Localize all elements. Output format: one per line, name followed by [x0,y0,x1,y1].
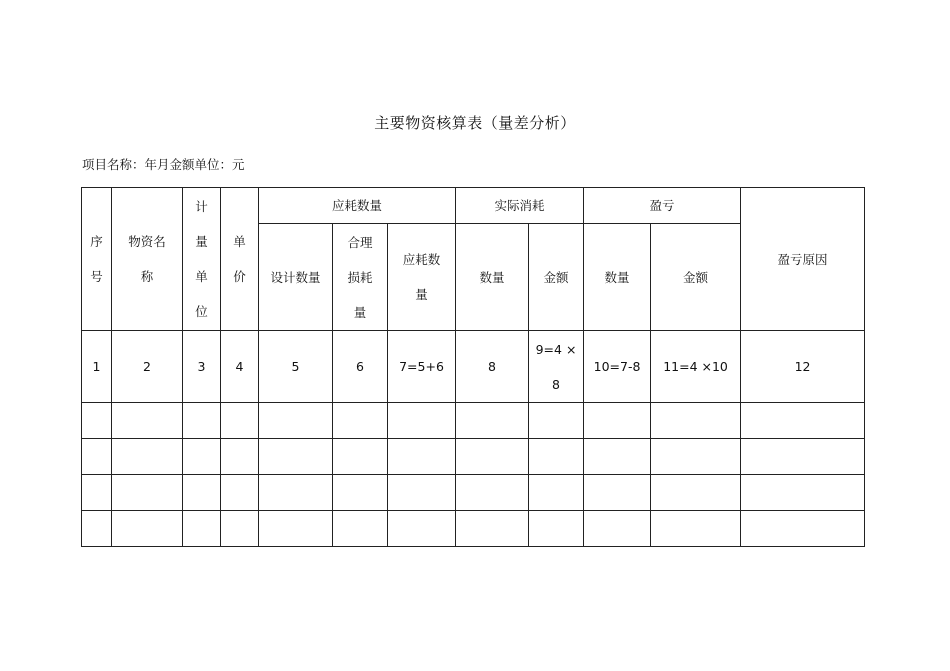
empty-cell[interactable] [741,511,865,547]
empty-cell[interactable] [259,475,333,511]
column-number-cell: 10=7-8 [584,331,651,403]
empty-cell[interactable] [584,403,651,439]
header-group-profit: 盈亏 [584,188,741,224]
column-number-cell: 8 [456,331,529,403]
column-number-cell [529,331,584,403]
empty-cell[interactable] [651,439,741,475]
empty-cell[interactable] [388,403,456,439]
table-row [82,511,865,547]
table-row [82,439,865,475]
empty-cell[interactable] [259,439,333,475]
column-number-cell: 11=4 ×10 [651,331,741,403]
empty-cell[interactable] [112,403,183,439]
column-number-cell: 1 [82,331,112,403]
header-loss-line: 损耗 [347,269,373,285]
header-unit-line: 计 [195,199,208,214]
header-group-actual: 实际消耗 [456,188,584,224]
empty-cell[interactable] [388,511,456,547]
header-seq-line: 序 [90,234,103,249]
header-material-line: 称 [140,269,154,284]
empty-cell[interactable] [529,403,584,439]
formula-line: 8 [552,376,560,392]
empty-cell[interactable] [529,439,584,475]
header-material-name [112,188,183,331]
empty-cell[interactable] [82,511,112,547]
empty-cell[interactable] [259,511,333,547]
empty-cell[interactable] [388,475,456,511]
empty-cell[interactable] [82,475,112,511]
header-group-required: 应耗数量 [259,188,456,224]
header-unit-line: 量 [195,234,208,249]
empty-cell[interactable] [456,511,529,547]
empty-cell[interactable] [529,475,584,511]
empty-cell[interactable] [584,475,651,511]
header-profit-reason: 盈亏原因 [741,188,865,331]
header-unit-line: 单 [195,269,208,284]
page-title: 主要物资核算表（量差分析） [374,114,576,132]
column-number-cell: 2 [112,331,183,403]
empty-cell[interactable] [529,511,584,547]
header-reasonable-loss [333,224,388,331]
header-price-line: 单 [233,234,246,249]
empty-cell[interactable] [221,403,259,439]
empty-cell[interactable] [333,439,388,475]
header-seq-line: 号 [90,269,103,284]
empty-cell[interactable] [651,403,741,439]
empty-cell[interactable] [112,475,183,511]
header-price-line: 价 [233,269,246,284]
header-actual-qty: 数量 [456,224,529,331]
header-material-line: 物资名 [128,234,166,249]
empty-cell[interactable] [183,439,221,475]
header-loss-line: 合理 [347,234,373,250]
empty-cell[interactable] [82,439,112,475]
empty-cell[interactable] [183,475,221,511]
empty-cell[interactable] [333,511,388,547]
header-required-qty [388,224,456,331]
empty-cell[interactable] [333,475,388,511]
column-number-cell: 5 [259,331,333,403]
column-number-cell: 4 [221,331,259,403]
header-unit [183,188,221,331]
column-number-cell: 12 [741,331,865,403]
project-meta-line: 项目名称：年月金额单位：元 [82,157,245,172]
header-required-line: 量 [415,287,428,302]
header-unit-line: 位 [195,304,208,319]
empty-cell[interactable] [221,475,259,511]
empty-cell[interactable] [651,511,741,547]
header-profit-amount: 金额 [651,224,741,331]
formula-line: 9=4 × [535,341,577,357]
header-row-top [82,188,865,224]
empty-cell[interactable] [456,403,529,439]
empty-cell[interactable] [584,511,651,547]
empty-cell[interactable] [112,511,183,547]
column-number-cell: 7=5+6 [388,331,456,403]
empty-cell[interactable] [112,439,183,475]
header-profit-qty: 数量 [584,224,651,331]
column-number-cell: 3 [183,331,221,403]
empty-cell[interactable] [584,439,651,475]
empty-cell[interactable] [82,403,112,439]
empty-cell[interactable] [456,439,529,475]
empty-cell[interactable] [333,403,388,439]
empty-cell[interactable] [259,403,333,439]
empty-cell[interactable] [221,511,259,547]
header-loss-line: 量 [353,304,367,320]
header-unit-price [221,188,259,331]
table-row [82,475,865,511]
empty-cell[interactable] [651,475,741,511]
column-number-cell: 6 [333,331,388,403]
column-number-row [82,331,865,403]
empty-cell[interactable] [183,403,221,439]
empty-cell[interactable] [388,439,456,475]
table-row [82,403,865,439]
material-accounting-table [81,187,865,547]
header-design-qty: 设计数量 [259,224,333,331]
empty-cell[interactable] [183,511,221,547]
header-seq [82,188,112,331]
header-required-line: 应耗数 [402,252,441,267]
empty-cell[interactable] [221,439,259,475]
empty-cell[interactable] [456,475,529,511]
empty-cell[interactable] [741,403,865,439]
empty-cell[interactable] [741,475,865,511]
header-actual-amount: 金额 [529,224,584,331]
empty-cell[interactable] [741,439,865,475]
